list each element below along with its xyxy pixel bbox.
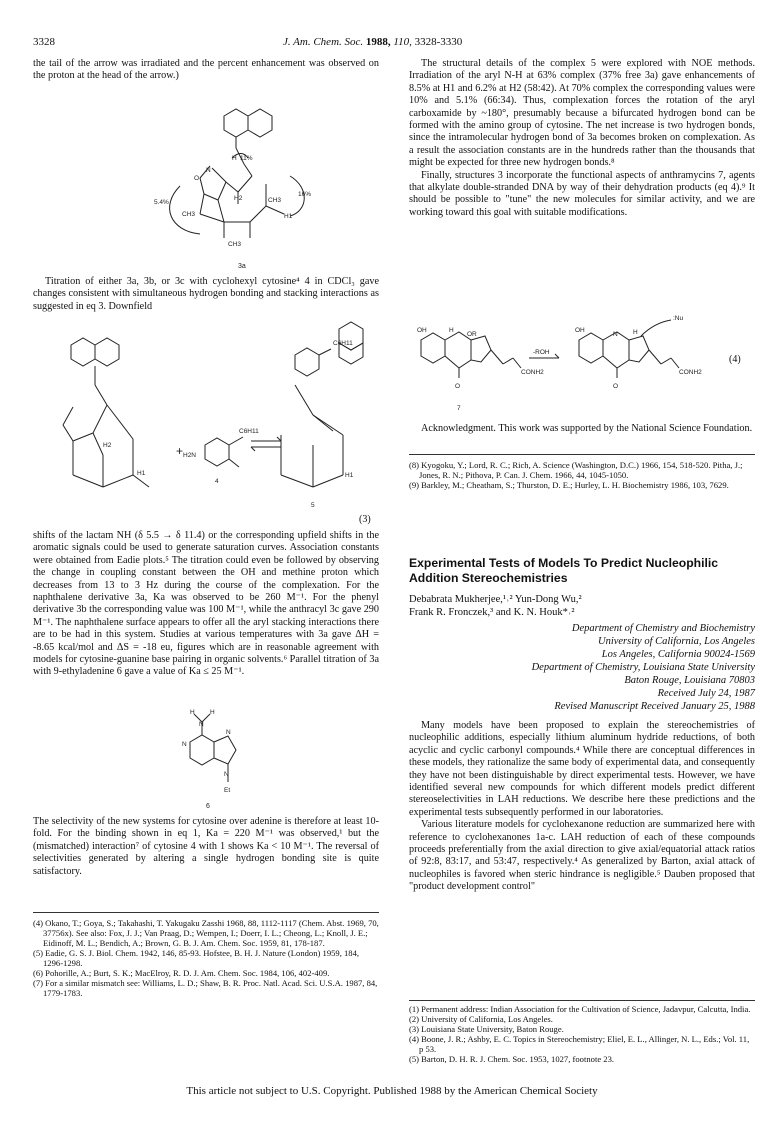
label-oh-7: OH xyxy=(417,327,427,334)
affiliation-line: Department of Chemistry, Louisiana State University xyxy=(531,662,755,673)
equation-4-number: (4) xyxy=(729,354,741,365)
compound-3a-label: 3a xyxy=(238,263,246,270)
label-h-right: H xyxy=(210,709,215,716)
authors xyxy=(409,593,755,619)
paragraph-text: Finally, structures 3 incorporate the functional aspects of anthramycins 7, agents that alkylate double-stranded DNA by way of their dehydration products (eq 4).⁹ It should be possible to "tune" the new molecules for similar activity, and we are working toward this goal with suitable modifications. xyxy=(409,169,755,218)
paragraph-text: Various literature models for cyclohexanone reduction are summarized here with reference to cyclohexanones 1a-c. LAH reduction of each of these compounds proceeds preferentially from the axial direction to give axial/equatorial attack ratios of 92:8, 83:17, and 53:47, respectively.⁴ As generalized by Barton, axial attack of nucleophiles is favored when steric hindrance is negligible.⁵ Dauben proposed that "product development control" xyxy=(409,819,755,893)
footnote-9: (9) Barkley, M.; Cheatham, S.; Thurston, D. E.; Hurley, L. H. Biochemistry 1986, 103, 7629. xyxy=(409,480,729,490)
affiliation-line: Los Angeles, California 90024-1569 xyxy=(601,649,755,660)
footnote-4: (4) Okano, T.; Goya, S.; Takahashi, T. Yakugaku Zasshi 1968, 88, 1112-1117 (Chem. Abst. 1969, 70, 37756x). See also: Fox, J. J.; Van Praag, D.; Wempen, I.; Doerr, I. L.; Cheong, L.; Knoll, J. E.; Eidinoff, M. L.; Bendich, A.; Brown, G. B. J. Am. Chem. Soc. 1959, 81, 178-187. xyxy=(33,918,379,948)
label-conh2-7: CONH2 xyxy=(521,369,544,376)
label-n: N xyxy=(206,167,211,174)
label-c6h11-4: C6H11 xyxy=(239,428,259,435)
acknowledgment xyxy=(409,423,755,435)
footnote-5: (5) Eadie, G. S. J. Biol. Chem. 1942, 146, 85-93. Hofstee, B. H. J. Nature (London) 1959, 184, 1296-1298. xyxy=(33,948,360,968)
label-n7: N xyxy=(226,729,231,736)
journal-name: J. Am. Chem. Soc. xyxy=(283,36,364,48)
equation-4-figure xyxy=(409,310,755,420)
right-paragraph-3 xyxy=(409,720,755,894)
label-nu: :Nu xyxy=(673,315,684,322)
label-pct-16: 16% xyxy=(298,191,312,198)
right-paragraph-1 xyxy=(409,58,755,219)
label-or: OR xyxy=(467,331,477,338)
label-n-prod: N xyxy=(613,331,618,338)
label-o: O xyxy=(194,175,200,182)
footnote-3: (3) Louisiana State University, Baton Rouge. xyxy=(409,1024,564,1034)
paragraph-text: The structural details of the complex 5 were explored with NOE methods. Irradiation of the aryl N-H at 63% complex (37% free 3a) gave enhancements of 8.5% at H1 and 6.2% at H2 (58:42). At 70% complex the corresponding values were 10% and 5.1% (66:34). Thus, complexation forces the rotation of the aryl carboxamide by ~180°, presumably because a bifurcated hydrogen bond can be formed with the amino group of cytosine. The net increase is two hydrogen bonds, since the intramolecular hydrogen bond of 3a becomes broken on complexation. As a result the association constants are in the hundreds rather than the thousands that might be expected for three new hydrogen bonds.⁸ xyxy=(409,58,755,169)
label-o-prod: O xyxy=(613,383,619,390)
label-n9: N xyxy=(224,771,229,778)
footnote-divider-left xyxy=(33,912,379,913)
label-h1-eq3: H1 xyxy=(137,470,146,477)
running-header xyxy=(283,36,462,48)
right-footnotes-2 xyxy=(409,1004,755,1064)
label-h2: H2 xyxy=(234,195,243,202)
label-pct-5-4: 5.4% xyxy=(154,199,169,206)
paragraph-text: Titration of either 3a, 3b, or 3c with cyclohexyl cytosine⁴ 4 in CDCl₃ gave changes consistent with simultaneous hydrogen bonding and stacking interactions as suggested in eq 3. Downfield xyxy=(33,276,379,312)
compound-6-label: 6 xyxy=(206,803,210,810)
footnote-2: (2) University of California, Los Angeles. xyxy=(409,1014,553,1024)
footnote-6: (6) Pohorille, A.; Burt, S. K.; MacElroy, R. D. J. Am. Chem. Soc. 1984, 106, 402-409. xyxy=(33,968,330,978)
plus-sign: + xyxy=(176,444,184,458)
footnote-divider-right-2 xyxy=(409,1000,755,1001)
footnote-divider-right xyxy=(409,454,755,455)
paragraph-text: The selectivity of the new systems for cytosine over adenine is therefore at least 10-fold. For the binding shown in eq 1, Ka = 220 M⁻¹ was observed,¹ but the (mismatched) interaction⁷ of cytosine 4 with 1 shows Ka < 10 M⁻¹. The reversal of selectivities generated by altering a single hydrogen bonding site is quite satisfactory. xyxy=(33,816,379,877)
footnote-7: (7) For a similar mismatch see: Williams, L. D.; Shaw, B. R. Proc. Natl. Acad. Sci. U.S.A. 1987, 84, 1779-1783. xyxy=(33,978,378,998)
left-footnotes xyxy=(33,918,379,998)
label-pct-11: 11% xyxy=(240,155,253,162)
affiliation-line: University of California, Los Angeles xyxy=(597,636,755,647)
paragraph-text: Many models have been proposed to explain the stereochemistries of nucleophilic additions, especially lithium aluminum hydride reductions, of both acyclic and cyclic carbonyl compounds.⁴ While there are conceptual differences in these models, they rationalize the same body of experimental data, and consequently they have not been distinguishable by direct experimental tests. However, we have identified several new compounds for which different models predict different stereoselectivities in LAH reductions. We describe here these predictions and the experimental tests subsequently performed in our laboratories. xyxy=(409,720,755,818)
affiliation-line: Department of Chemistry and Biochemistry xyxy=(571,623,755,634)
article-title: Experimental Tests of Models To Predict Nucleophilic Addition Stereochemistries xyxy=(409,556,719,585)
label-n-amine: N xyxy=(199,721,204,728)
page-number: 3328 xyxy=(33,36,55,48)
label-n1: N xyxy=(182,741,187,748)
journal-volume: 110, xyxy=(393,36,412,48)
compound-5-label: 5 xyxy=(311,502,315,509)
journal-pages: 3328-3330 xyxy=(414,36,463,48)
footnote-1: (1) Permanent address: Indian Association for the Cultivation of Science, Jadavpur, Calcutta, India. xyxy=(409,1004,751,1014)
authors-line-2: Frank R. Fronczek,³ and K. N. Houk*˒² xyxy=(409,607,575,618)
affiliations xyxy=(409,622,755,713)
label-ch3-left: CH3 xyxy=(182,211,196,218)
label-c6h11-5: C6H11 xyxy=(333,340,353,347)
label-h1: H1 xyxy=(284,213,293,220)
label-h-prod: H xyxy=(633,329,638,336)
footnote-8: (8) Kyogoku, Y.; Lord, R. C.; Rich, A. Science (Washington, D.C.) 1966, 154, 518-520. Pitha, J.; Jones, R. N.; Pithova, P. Can. J. Chem. 1966, 44, 1045-1050. xyxy=(409,460,743,480)
label-h1-complex: H1 xyxy=(345,472,354,479)
label-ch3-bottom: CH3 xyxy=(228,241,242,248)
affiliation-line: Baton Rouge, Louisiana 70803 xyxy=(624,675,755,686)
left-paragraph-2 xyxy=(33,276,379,313)
copyright-footer: This article not subject to U.S. Copyright. Published 1988 by the American Chemical Society xyxy=(186,1085,598,1097)
label-et: Et xyxy=(224,787,231,794)
label-h-left: H xyxy=(190,709,195,716)
acknowledgment-text: Acknowledgment. This work was supported by the National Science Foundation. xyxy=(421,423,753,434)
label-h-7: H xyxy=(449,327,454,334)
structure-3a-figure xyxy=(140,96,340,271)
equation-3-number: (3) xyxy=(359,514,371,525)
left-paragraph-1 xyxy=(33,58,379,83)
footnote-5b: (5) Barton, D. H. R. J. Chem. Soc. 1953, 1027, footnote 23. xyxy=(409,1054,615,1064)
structure-6-figure xyxy=(160,706,260,810)
received-date: Received July 24, 1987 xyxy=(657,688,755,699)
label-roh: -ROH xyxy=(533,349,550,356)
label-conh2-prod: CONH2 xyxy=(679,369,702,376)
journal-year: 1988, xyxy=(365,36,391,48)
label-h2n: H2N xyxy=(183,452,197,459)
label-h2-eq3: H2 xyxy=(103,442,112,449)
equation-3-figure xyxy=(33,315,379,525)
compound-4-label: 4 xyxy=(215,478,219,485)
label-o-7: O xyxy=(455,383,461,390)
right-footnotes xyxy=(409,460,755,490)
compound-7-label: 7 xyxy=(457,405,461,412)
label-oh-prod: OH xyxy=(575,327,585,334)
label-h: H xyxy=(232,155,237,162)
authors-line-1: Debabrata Mukherjee,¹˒² Yun-Dong Wu,² xyxy=(409,594,582,605)
left-paragraph-4 xyxy=(33,816,379,878)
footnote-4b: (4) Boone, J. R.; Ashby, E. C. Topics in Stereochemistry; Eliel, E. L., Allinger, N. L., Eds.; Vol. 11, p 53. xyxy=(409,1034,750,1054)
left-paragraph-3 xyxy=(33,530,379,679)
paragraph-text: shifts of the lactam NH (δ 5.5 → δ 11.4) or the corresponding upfield shifts in the aromatic signals could be used to generate saturation curves. Association constants were obtained from Eadie plots.⁵ The titration could even be followed by observing the change in coupling constant between the OH and methine proton which decreases from 13 to 3 Hz during the course of the complexation. For the naphthalene derivative 3a, Ka was observed to be 260 M⁻¹. For the phenyl derivative 3b the corresponding value was 100 M⁻¹, while the anthracyl 3c gave 290 M⁻¹. The naphthalene surface appears to offer all the aryl stacking interactions there are to be had in this system. Studies at various temperatures with 3a gave ΔH = -8.65 kcal/mol and ΔS = -18 eu, figures which are in reasonable agreement with models for cytosine-guanine base pairing in organic solvents.⁶ Parallel titration of 3a with 9-ethyladenine 6 gave a value of Ka ≤ 25 M⁻¹. xyxy=(33,530,379,678)
label-ch3-right: CH3 xyxy=(268,197,282,204)
paragraph-text: the tail of the arrow was irradiated and the percent enhancement was observed on the proton at the head of the arrow.) xyxy=(33,58,379,82)
revised-date: Revised Manuscript Received January 25, 1988 xyxy=(554,701,755,712)
